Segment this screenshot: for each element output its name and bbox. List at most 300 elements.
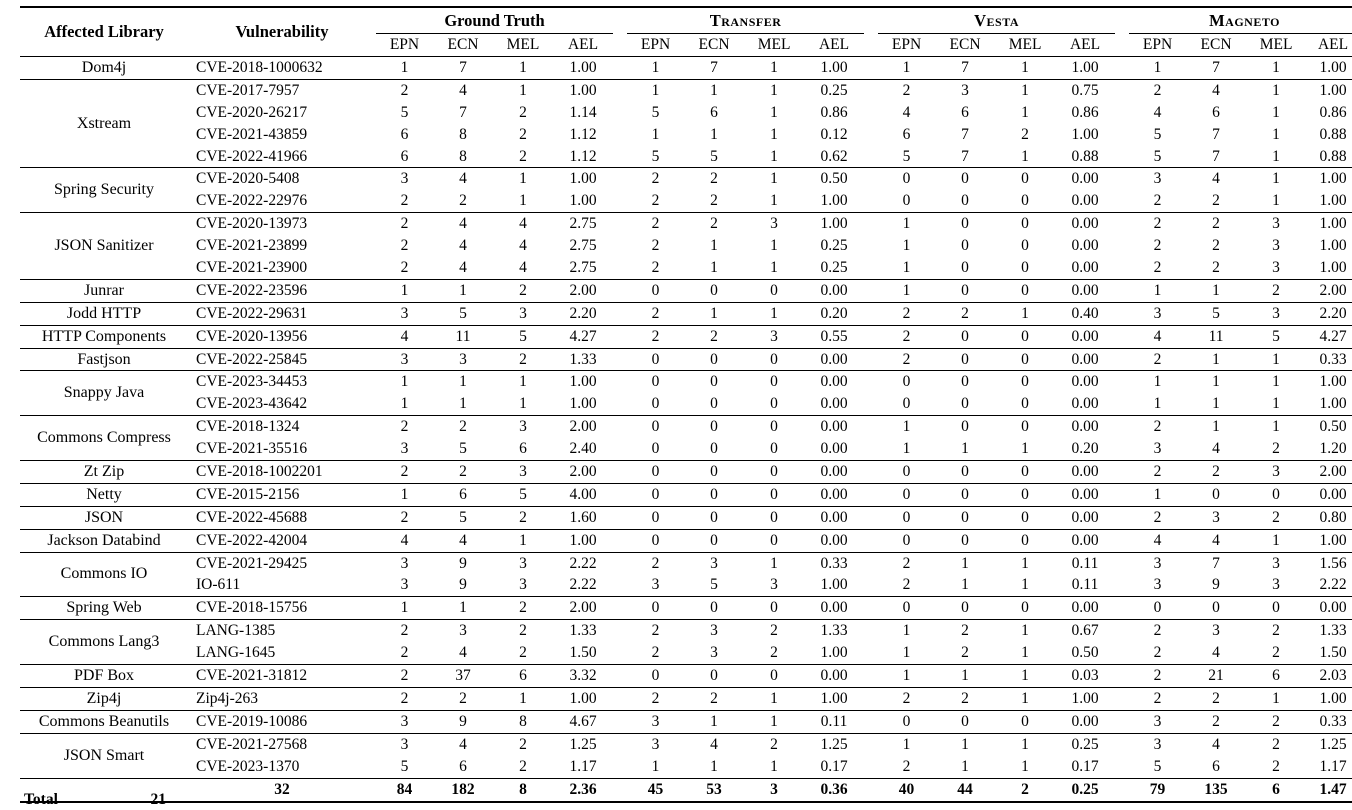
value-cell: 2.00 [553, 597, 613, 620]
value-cell: 0 [770, 440, 778, 458]
value-cell: 2 [376, 687, 433, 710]
value-cell: 2 [878, 687, 935, 710]
table-row [20, 213, 1352, 235]
value-cell: 3 [493, 302, 553, 325]
table-row [20, 257, 1352, 279]
value-cell: 1 [744, 302, 804, 325]
value-cell: 0 [744, 529, 804, 552]
table-row [20, 620, 1352, 642]
group-transfer: Transfer [627, 7, 864, 34]
library-cell: Dom4j [20, 57, 188, 80]
value-cell: 3 [1129, 710, 1186, 733]
table-body [20, 57, 1352, 808]
value-cell: 5 [651, 147, 660, 165]
value-cell: 2 [1153, 644, 1162, 662]
value-cell: 0 [878, 168, 935, 190]
value-cell: 2 [1246, 710, 1306, 733]
library-cell: Commons Lang3 [20, 620, 188, 665]
value-cell: 0 [935, 348, 995, 371]
value-cell: 2 [400, 258, 409, 276]
value-cell: 1 [1186, 348, 1246, 371]
total-value: 0.25 [1055, 778, 1115, 802]
value-cell: 37 [433, 665, 493, 688]
value-cell: 0 [684, 461, 744, 484]
table-row [20, 190, 1352, 212]
value-cell: 2 [1186, 687, 1246, 710]
value-cell: 4 [376, 529, 433, 552]
value-cell: 1.00 [1055, 57, 1115, 80]
value-cell: 0 [744, 461, 804, 484]
library-cell: Zip4j [20, 687, 188, 710]
value-cell: 3 [1186, 620, 1246, 642]
vulnerability-cell: CVE-2022-45688 [188, 506, 376, 529]
value-cell: 3 [376, 733, 433, 755]
value-cell: 0.25 [820, 258, 848, 276]
value-cell: 0.00 [804, 279, 864, 302]
value-cell: 0.88 [1319, 125, 1347, 143]
value-cell: 1.56 [1306, 552, 1352, 574]
value-cell: 1 [878, 620, 935, 642]
value-cell: 3 [493, 552, 553, 574]
vulnerability-cell: CVE-2020-5408 [188, 168, 376, 190]
value-cell: 2 [493, 597, 553, 620]
value-cell: 0.62 [820, 147, 848, 165]
value-cell: 1 [902, 258, 911, 276]
value-cell: 1 [684, 79, 744, 101]
value-cell: 3 [376, 348, 433, 371]
value-cell: 0.03 [1055, 665, 1115, 688]
total-value: 6 [1246, 778, 1306, 802]
value-cell: 1 [902, 440, 911, 458]
value-cell: 2 [400, 644, 409, 662]
value-cell: 3 [627, 733, 684, 755]
value-cell: 1 [710, 757, 718, 775]
value-cell: 1.00 [820, 576, 848, 594]
value-cell: 1.60 [553, 506, 613, 529]
value-cell: 5 [493, 483, 553, 506]
value-cell: 1 [995, 687, 1055, 710]
value-cell: 2 [433, 416, 493, 438]
table-row [20, 642, 1352, 664]
table-row [20, 146, 1352, 168]
value-cell: 1 [1129, 57, 1186, 80]
total-value: 8 [493, 778, 553, 802]
value-cell: 0.00 [820, 395, 848, 413]
value-cell: 0.86 [1071, 103, 1099, 121]
vulnerability-cell: CVE-2017-7957 [188, 79, 376, 101]
value-cell: 0 [684, 529, 744, 552]
value-cell: 1 [878, 665, 935, 688]
value-cell: 2 [519, 125, 527, 143]
value-cell: 1 [1186, 416, 1246, 438]
total-value: 2.36 [553, 778, 613, 802]
value-cell: 3 [493, 416, 553, 438]
value-cell: 3 [710, 644, 718, 662]
vulnerability-cell: CVE-2021-31812 [188, 665, 376, 688]
value-cell: 0 [995, 506, 1055, 529]
value-cell: 2.03 [1306, 665, 1352, 688]
value-cell: 1 [433, 371, 493, 393]
value-cell: 1 [770, 258, 778, 276]
value-cell: 0.50 [1071, 644, 1099, 662]
value-cell: 2 [493, 348, 553, 371]
value-cell: 0 [878, 529, 935, 552]
value-cell: 0.11 [1055, 552, 1115, 574]
value-cell: 5 [651, 103, 660, 121]
value-cell: 5 [1246, 325, 1306, 348]
value-cell: 4 [1212, 440, 1220, 458]
value-cell: 9 [433, 552, 493, 574]
metric-header: EPN [627, 34, 684, 57]
value-cell: 0 [744, 416, 804, 438]
value-cell: 0 [684, 371, 744, 393]
value-cell: 8 [459, 147, 467, 165]
value-cell: 0.00 [804, 506, 864, 529]
value-cell: 1.20 [1319, 440, 1347, 458]
value-cell: 2 [878, 79, 935, 101]
value-cell: 2 [627, 552, 684, 574]
value-cell: 2.00 [553, 461, 613, 484]
value-cell: 0 [744, 665, 804, 688]
value-cell: 2 [627, 168, 684, 190]
value-cell: 0 [878, 506, 935, 529]
value-cell: 4 [459, 644, 467, 662]
table-row [20, 529, 1352, 552]
value-cell: 3 [1186, 506, 1246, 529]
value-cell: 7 [961, 147, 969, 165]
vulnerability-cell: CVE-2021-23899 [196, 237, 308, 255]
value-cell: 2 [627, 325, 684, 348]
library-cell: JSON [20, 506, 188, 529]
value-cell: 2 [433, 687, 493, 710]
value-cell: 1 [376, 371, 433, 393]
value-cell: 2 [1186, 461, 1246, 484]
value-cell: 9 [1212, 576, 1220, 594]
value-cell: 1 [902, 644, 911, 662]
value-cell: 2 [1272, 440, 1280, 458]
value-cell: 0.75 [1055, 79, 1115, 101]
value-cell: 0 [770, 395, 778, 413]
value-cell: 0 [684, 483, 744, 506]
value-cell: 1 [770, 103, 778, 121]
value-cell: 1 [995, 733, 1055, 755]
value-cell: 0 [744, 483, 804, 506]
value-cell: 0.40 [1055, 302, 1115, 325]
value-cell: 4 [1186, 733, 1246, 755]
metric-header: EPN [376, 34, 433, 57]
table-row [20, 597, 1352, 620]
value-cell: 2 [376, 461, 433, 484]
value-cell: 7 [1212, 147, 1220, 165]
table-row [20, 438, 1352, 460]
value-cell: 1 [1129, 371, 1186, 393]
value-cell: 1.14 [569, 103, 597, 121]
value-cell: 6 [400, 147, 409, 165]
metric-header: ECN [935, 34, 995, 57]
value-cell: 1.33 [1306, 620, 1352, 642]
table-row [20, 325, 1352, 348]
value-cell: 1 [744, 552, 804, 574]
value-cell: 2.40 [569, 440, 597, 458]
value-cell: 0.25 [804, 79, 864, 101]
table-row [20, 733, 1352, 755]
value-cell: 0 [1021, 258, 1029, 276]
value-cell: 6 [433, 483, 493, 506]
value-cell: 3 [376, 552, 433, 574]
total-label [20, 778, 188, 808]
value-cell: 0 [995, 325, 1055, 348]
value-cell: 2 [1129, 620, 1186, 642]
value-cell: 2 [1272, 644, 1280, 662]
value-cell: 0.00 [804, 416, 864, 438]
value-cell: 4 [1212, 644, 1220, 662]
value-cell: 6 [400, 125, 409, 143]
vulnerability-cell: CVE-2022-41966 [196, 147, 308, 165]
metric-header: MEL [744, 34, 804, 57]
value-cell: 6 [459, 757, 467, 775]
value-cell: 1.25 [804, 733, 864, 755]
value-cell: 4 [1129, 529, 1186, 552]
value-cell: 11 [1186, 325, 1246, 348]
value-cell: 0.00 [1071, 395, 1099, 413]
vulnerability-cell: CVE-2022-22976 [196, 192, 308, 210]
value-cell: 0 [627, 597, 684, 620]
table-row [20, 235, 1352, 257]
value-cell: 0 [627, 506, 684, 529]
value-cell: 0.12 [820, 125, 848, 143]
value-cell: 1.00 [553, 529, 613, 552]
value-cell: 3 [684, 620, 744, 642]
value-cell: 4 [433, 168, 493, 190]
value-cell: 1 [1272, 103, 1280, 121]
value-cell: 0.86 [820, 103, 848, 121]
value-cell: 0.00 [804, 529, 864, 552]
value-cell: 5 [459, 440, 467, 458]
value-cell: 7 [961, 125, 969, 143]
table-row [20, 552, 1352, 574]
value-cell: 0 [995, 529, 1055, 552]
value-cell: 1 [902, 237, 911, 255]
value-cell: 0 [1129, 597, 1186, 620]
value-cell: 1 [1272, 125, 1280, 143]
value-cell: 1 [995, 552, 1055, 574]
value-cell: 0 [684, 665, 744, 688]
value-cell: 0 [1021, 395, 1029, 413]
value-cell: 2 [493, 279, 553, 302]
table-row [20, 124, 1352, 146]
value-cell: 3 [1272, 237, 1280, 255]
value-cell: 1.25 [1306, 733, 1352, 755]
total-row [20, 778, 1352, 802]
value-cell: 4.67 [553, 710, 613, 733]
metric-header: MEL [1246, 34, 1306, 57]
library-cell: Fastjson [20, 348, 188, 371]
value-cell: 0.67 [1055, 620, 1115, 642]
value-cell: 0 [995, 710, 1055, 733]
value-cell: 2 [684, 325, 744, 348]
value-cell: 0 [744, 506, 804, 529]
library-cell: PDF Box [20, 665, 188, 688]
value-cell: 1 [1021, 644, 1029, 662]
value-cell: 7 [433, 57, 493, 80]
value-cell: 0 [935, 597, 995, 620]
total-value: 135 [1186, 778, 1246, 802]
value-cell: 6 [493, 665, 553, 688]
value-cell: 2.00 [1306, 461, 1352, 484]
value-cell: 3 [493, 461, 553, 484]
value-cell: 2 [519, 103, 527, 121]
value-cell: 0.00 [804, 348, 864, 371]
value-cell: 0 [961, 395, 969, 413]
value-cell: 1.50 [569, 644, 597, 662]
value-cell: 1 [1246, 348, 1306, 371]
value-cell: 1.00 [1319, 258, 1347, 276]
value-cell: 5 [400, 757, 409, 775]
value-cell: 0.50 [1306, 416, 1352, 438]
value-cell: 2 [1246, 733, 1306, 755]
vulnerability-cell: CVE-2019-10086 [188, 710, 376, 733]
value-cell: 0 [627, 529, 684, 552]
value-cell: 4.00 [553, 483, 613, 506]
value-cell: 2.22 [1319, 576, 1347, 594]
value-cell: 5 [1153, 757, 1162, 775]
value-cell: 0.20 [1071, 440, 1099, 458]
value-cell: 2.22 [569, 576, 597, 594]
value-cell: 2 [744, 733, 804, 755]
value-cell: 0 [684, 279, 744, 302]
value-cell: 3 [684, 552, 744, 574]
total-libraries: 21 [150, 790, 166, 808]
value-cell: 1.00 [1071, 125, 1099, 143]
value-cell: 2.00 [1306, 279, 1352, 302]
value-cell: 2 [651, 644, 660, 662]
value-cell: 3 [770, 576, 778, 594]
table-row [20, 79, 1352, 101]
value-cell: 3 [400, 576, 409, 594]
metric-header: EPN [1129, 34, 1186, 57]
value-cell: 3 [376, 302, 433, 325]
value-cell: 2 [1212, 258, 1220, 276]
total-value: 79 [1129, 778, 1186, 802]
value-cell: 1 [627, 79, 684, 101]
value-cell: 0.00 [1306, 597, 1352, 620]
value-cell: 0 [627, 348, 684, 371]
value-cell: 3 [1246, 302, 1306, 325]
vulnerability-cell: CVE-2018-15756 [188, 597, 376, 620]
value-cell: 2 [1153, 258, 1162, 276]
value-cell: 0 [961, 258, 969, 276]
value-cell: 2 [1129, 213, 1186, 235]
value-cell: 0.00 [1071, 258, 1099, 276]
value-cell: 4 [519, 237, 527, 255]
value-cell: 1 [961, 440, 969, 458]
vulnerability-cell: CVE-2018-1324 [188, 416, 376, 438]
table-row [20, 483, 1352, 506]
value-cell: 0 [744, 348, 804, 371]
value-cell: 1.00 [553, 79, 613, 101]
col-vulnerability: Vulnerability [188, 7, 376, 57]
value-cell: 2 [1129, 416, 1186, 438]
value-cell: 0.11 [804, 710, 864, 733]
value-cell: 2 [1129, 348, 1186, 371]
value-cell: 2 [935, 620, 995, 642]
value-cell: 1 [651, 125, 660, 143]
value-cell: 1 [995, 302, 1055, 325]
value-cell: 1 [935, 733, 995, 755]
value-cell: 2 [902, 757, 911, 775]
header-row-groups [20, 7, 1352, 34]
value-cell: 0 [1246, 483, 1306, 506]
value-cell: 0 [935, 416, 995, 438]
value-cell: 0.33 [1306, 348, 1352, 371]
value-cell: 3 [1129, 733, 1186, 755]
value-cell: 1 [459, 395, 467, 413]
value-cell: 2 [878, 302, 935, 325]
value-cell: 0.00 [804, 461, 864, 484]
value-cell: 2 [1129, 79, 1186, 101]
value-cell: 1.00 [820, 644, 848, 662]
value-cell: 1 [493, 687, 553, 710]
value-cell: 1 [433, 279, 493, 302]
library-cell: Zt Zip [20, 461, 188, 484]
value-cell: 0 [935, 168, 995, 190]
value-cell: 0 [995, 168, 1055, 190]
value-cell: 0.25 [1055, 733, 1115, 755]
value-cell: 2 [400, 237, 409, 255]
group-magneto: Magneto [1129, 7, 1352, 34]
value-cell: 1 [1246, 529, 1306, 552]
value-cell: 2 [684, 213, 744, 235]
library-cell: Netty [20, 483, 188, 506]
table-row [20, 168, 1352, 190]
library-cell: Commons Compress [20, 416, 188, 461]
value-cell: 1.50 [1319, 644, 1347, 662]
value-cell: 0.88 [1071, 147, 1099, 165]
value-cell: 0 [684, 348, 744, 371]
value-cell: 1.00 [553, 168, 613, 190]
vulnerability-cell: CVE-2022-23596 [188, 279, 376, 302]
value-cell: 2 [651, 237, 660, 255]
value-cell: 3 [744, 213, 804, 235]
value-cell: 1.00 [804, 687, 864, 710]
value-cell: 1 [493, 371, 553, 393]
value-cell: 3 [433, 620, 493, 642]
value-cell: 2 [627, 620, 684, 642]
library-cell: Snappy Java [20, 371, 188, 416]
value-cell: 1 [1246, 371, 1306, 393]
value-cell: 4 [519, 258, 527, 276]
value-cell: 1 [376, 483, 433, 506]
value-cell: 2 [493, 620, 553, 642]
vulnerability-cell: CVE-2015-2156 [188, 483, 376, 506]
value-cell: 0 [878, 461, 935, 484]
value-cell: 0.00 [1055, 325, 1115, 348]
value-cell: 0 [935, 213, 995, 235]
value-cell: 2 [878, 348, 935, 371]
value-cell: 3 [1246, 461, 1306, 484]
value-cell: 2 [935, 302, 995, 325]
value-cell: 9 [433, 710, 493, 733]
total-vulnerabilities: 32 [188, 778, 376, 802]
value-cell: 4 [459, 237, 467, 255]
results-table [20, 6, 1352, 808]
value-cell: 1.00 [1306, 529, 1352, 552]
value-cell: 2 [1129, 461, 1186, 484]
value-cell: 1 [935, 552, 995, 574]
value-cell: 2 [1212, 237, 1220, 255]
value-cell: 3.32 [553, 665, 613, 688]
value-cell: 0.00 [1055, 483, 1115, 506]
